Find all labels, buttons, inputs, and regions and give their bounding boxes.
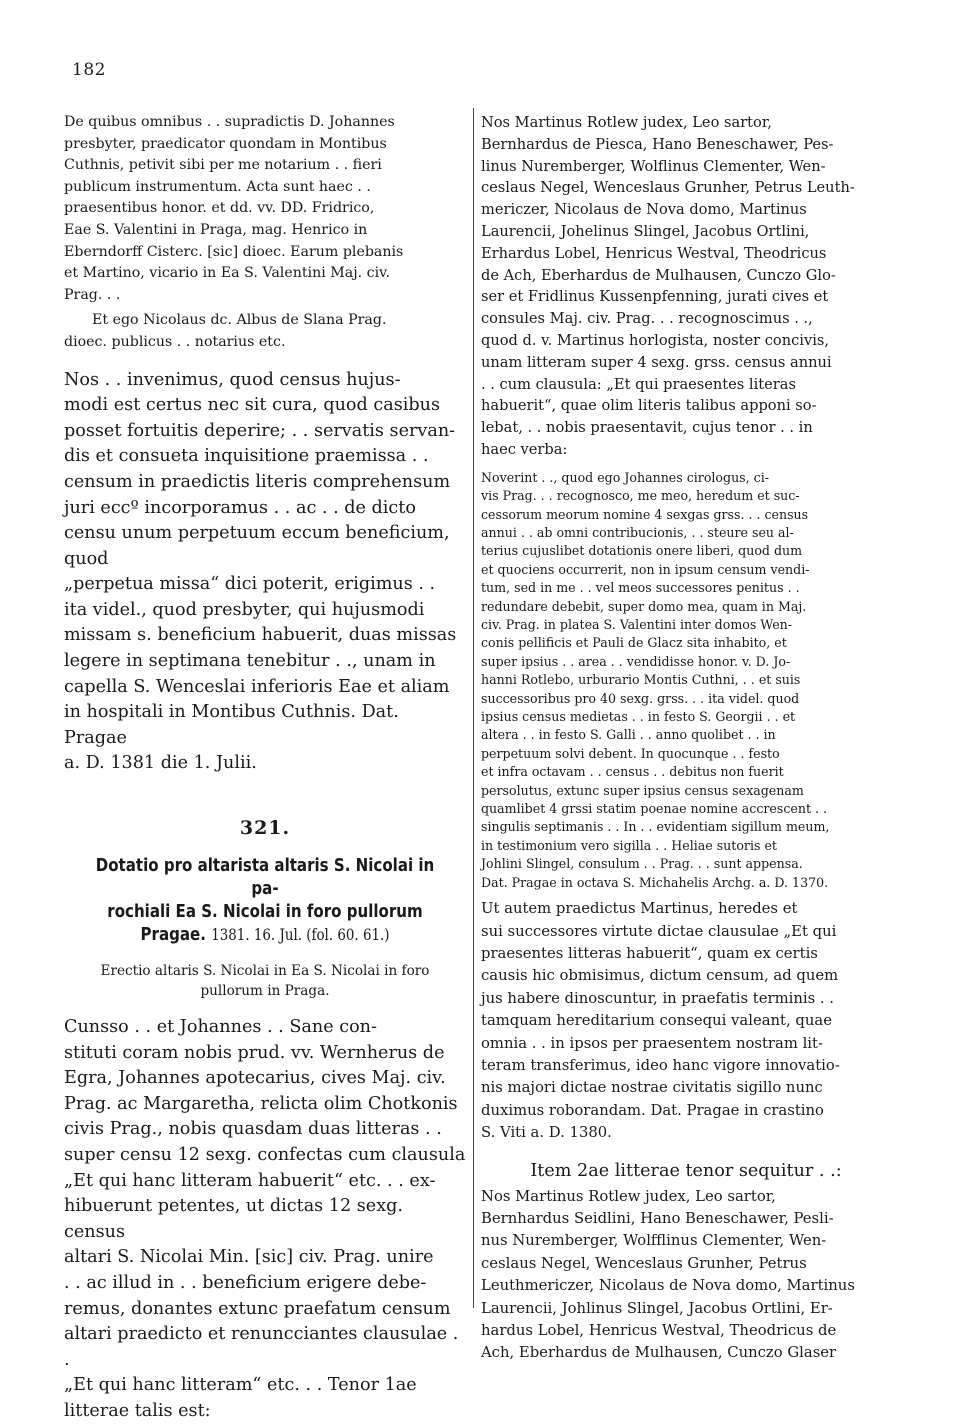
nos-paragraph: Nos . . invenimus, quod census hujus- modi est certus nec sit cura, quod casibus posset fortuitis deperire; . . servatis servan- dis et consueta inquisitione praemissa . . censum in praedictis literis comprehensum juri eccº incorporamus . . ac . . de dicto censu unum perpetuum eccum beneficium, quod „perpetua missa“ dici poterit, erigimus . . ita videl., quod presbyter, qui hujusmodi missam s. beneficium habuerit, duas missas legere in septimana tenebitur . ., unam in capella S. Wenceslai inferioris Eae et aliam in hospitali in Montibus Cuthnis. Dat. Pragae a. D. 1381 die 1. Julii.	[64, 369, 457, 774]
document-title	[92, 855, 438, 947]
intro-paragraph: De quibus omnibus . . supradictis D. Johannes presbyter, praedicator quondam in Montibus Cuthnis, petivit sibi per me notarium . . fieri publicum instrumentum. Acta sunt haec . . praesentibus honor. et dd. vv. DD. Fridrico, Eae S. Valentini in Praga, mag. Henrico in Eberndorff Cisterc. [sic] dioec. Earum plebanis et Martino, vicario in Ea S. Valentini Maj. civ. Prag. . .	[64, 114, 404, 303]
nos-martinus-second-paragraph: Nos Martinus Rotlew judex, Leo sartor, Bernhardus Seidlini, Hano Beneschawer, Pesli- nus Nuremberger, Wolfflinus Clementer, Wen- ceslaus Negel, Wenceslaus Grunher, Petrus Leuthmericzer, Nicolaus de Nova domo, Martinus Laurencii, Johlinus Slingel, Jacobus Ortlini, Er- hardus Lobel, Henricus Westval, Theodricus de Ach, Eberhardus de Mulhausen, Cunczo Glaser	[481, 1187, 855, 1362]
cunsso-paragraph: Cunsso . . et Johannes . . Sane con- stituti coram nobis prud. vv. Wernherus de Egra, Johannes apotecarius, cives Maj. civ. Prag. ac Margaretha, relicta olim Chotkonis civis Prag., nobis quasdam duas litteras . . super censu 12 sexg. confectas cum clausula „Et qui hanc litteram habuerit“ etc. . . ex- hibuerunt petentes, ut dictas 12 sexg. census altari S. Nicolai Min. [sic] civ. Prag. unire . . ac illud in . . beneficium erigere debe- remus, donantes extunc praefatum censum altari praedicto et renuncciantes clausulae . . „Et qui hanc litteram“ etc. . . Tenor 1ae litterae talis est:	[64, 1017, 466, 1421]
page-number: 182	[72, 60, 106, 80]
notary-paragraph: Et ego Nicolaus dc. Albus de Slana Prag. dioec. publicus . . notarius etc.	[64, 312, 387, 350]
document-number: 321.	[239, 817, 291, 840]
document-title-text: Dotatio pro altarista altaris S. Nicolai in pa- rochiali Ea S. Nicolai in foro pullorum Pragae.	[95, 856, 435, 946]
erectio-note: Erectio altaris S. Nicolai in Ea S. Nicolai in foro pullorum in Praga.	[100, 963, 430, 1000]
column-divider	[473, 108, 474, 1308]
left-column	[64, 112, 466, 1425]
nos-martinus-paragraph: Nos Martinus Rotlew judex, Leo sartor, Bernhardus de Piesca, Hano Beneschawer, Pes- linus Nuremberger, Wolflinus Clementer, Wen- ceslaus Negel, Wenceslaus Grunher, Petrus Leuth- mericzer, Nicolaus de Nova domo, Martinus Laurencii, Johelinus Slingel, Jacobus Ortlini, Erhardus Lobel, Henricus Westval, Theodricus de Ach, Eberhardus de Mulhausen, Cunczo Glo- ser et Fridlinus Kussenpfenning, jurati cives et consules Maj. civ. Prag. . . recognoscimus . ., quod d. v. Martinus horlogista, noster concivis, unam litteram super 4 sexg. grss. census annui . . cum clausula: „Et qui praesentes literas habuerit“, quae olim literis talibus apponi so- lebat, . . nobis praesentavit, cujus tenor . . in haec verba:	[481, 114, 855, 458]
ut-autem-paragraph: Ut autem praedictus Martinus, heredes et sui successores virtute dictae clausulae „Et qui praesentes litteras habuerit“, quam ex certis causis hic obmisimus, dictum censum, ad quem jus habere dinoscuntur, in praefatis terminis . . tamquam hereditarium consequi valeant, quae omnia . . in ipsos per praesentem nostram lit- teram transferimus, ideo hanc vigore innovatio- nis majori dictae nostrae civitatis sigillo nunc duximus roborandam. Dat. Pragae in crastino S. Viti a. D. 1380.	[481, 900, 840, 1142]
document-date: 1381. 16. Jul. (fol. 60. 61.)	[211, 926, 390, 945]
right-column	[481, 112, 891, 1365]
item-heading: Item 2ae litterae tenor sequitur . .:	[530, 1160, 842, 1181]
noverint-paragraph: Noverint . ., quod ego Johannes cirologus, ci- vis Prag. . . recognosco, me meo, heredum et suc- cessorum meorum nomine 4 sexgas grss. . . census annui . . ab omni contribucionis, . . steure seu al- terius cujuslibet dotationis onere liberi, quod dum et quociens occurrerit, non in ipsum censum vendi- tum, sed in me . . vel meos successores penitus . . redundare debebit, super domo mea, quam in Maj. civ. Prag. in platea S. Valentini inter domos Wen- conis pellificis et Pauli de Glacz sita inhabito, et super ipsius . . area . . vendidisse honor. v. D. Jo- hanni Rotlebo, urburario Montis Cuthni, . . et suis successoribus pro 40 sexg. grss. . . ita videl. quod ipsius census medietas . . in festo S. Georgii . . et altera . . in festo S. Galli . . anno quolibet . . in perpetuum solvi debent. In quocunque . . festo et infra octavam . . census . . debitus non fuerit persolutus, extunc super ipsius census sexagenam quamlibet 4 grssi statim poenae nomine accrescent . . singulis septimanis . . In . . evidentiam sigillum meum, in testimonium vero sigilla . . Heliae sutoris et Johlini Slingel, consulum . . Prag. . . sunt appensa. Dat. Pragae in octava S. Michahelis Archg. a. D. 1370.	[481, 469, 830, 890]
